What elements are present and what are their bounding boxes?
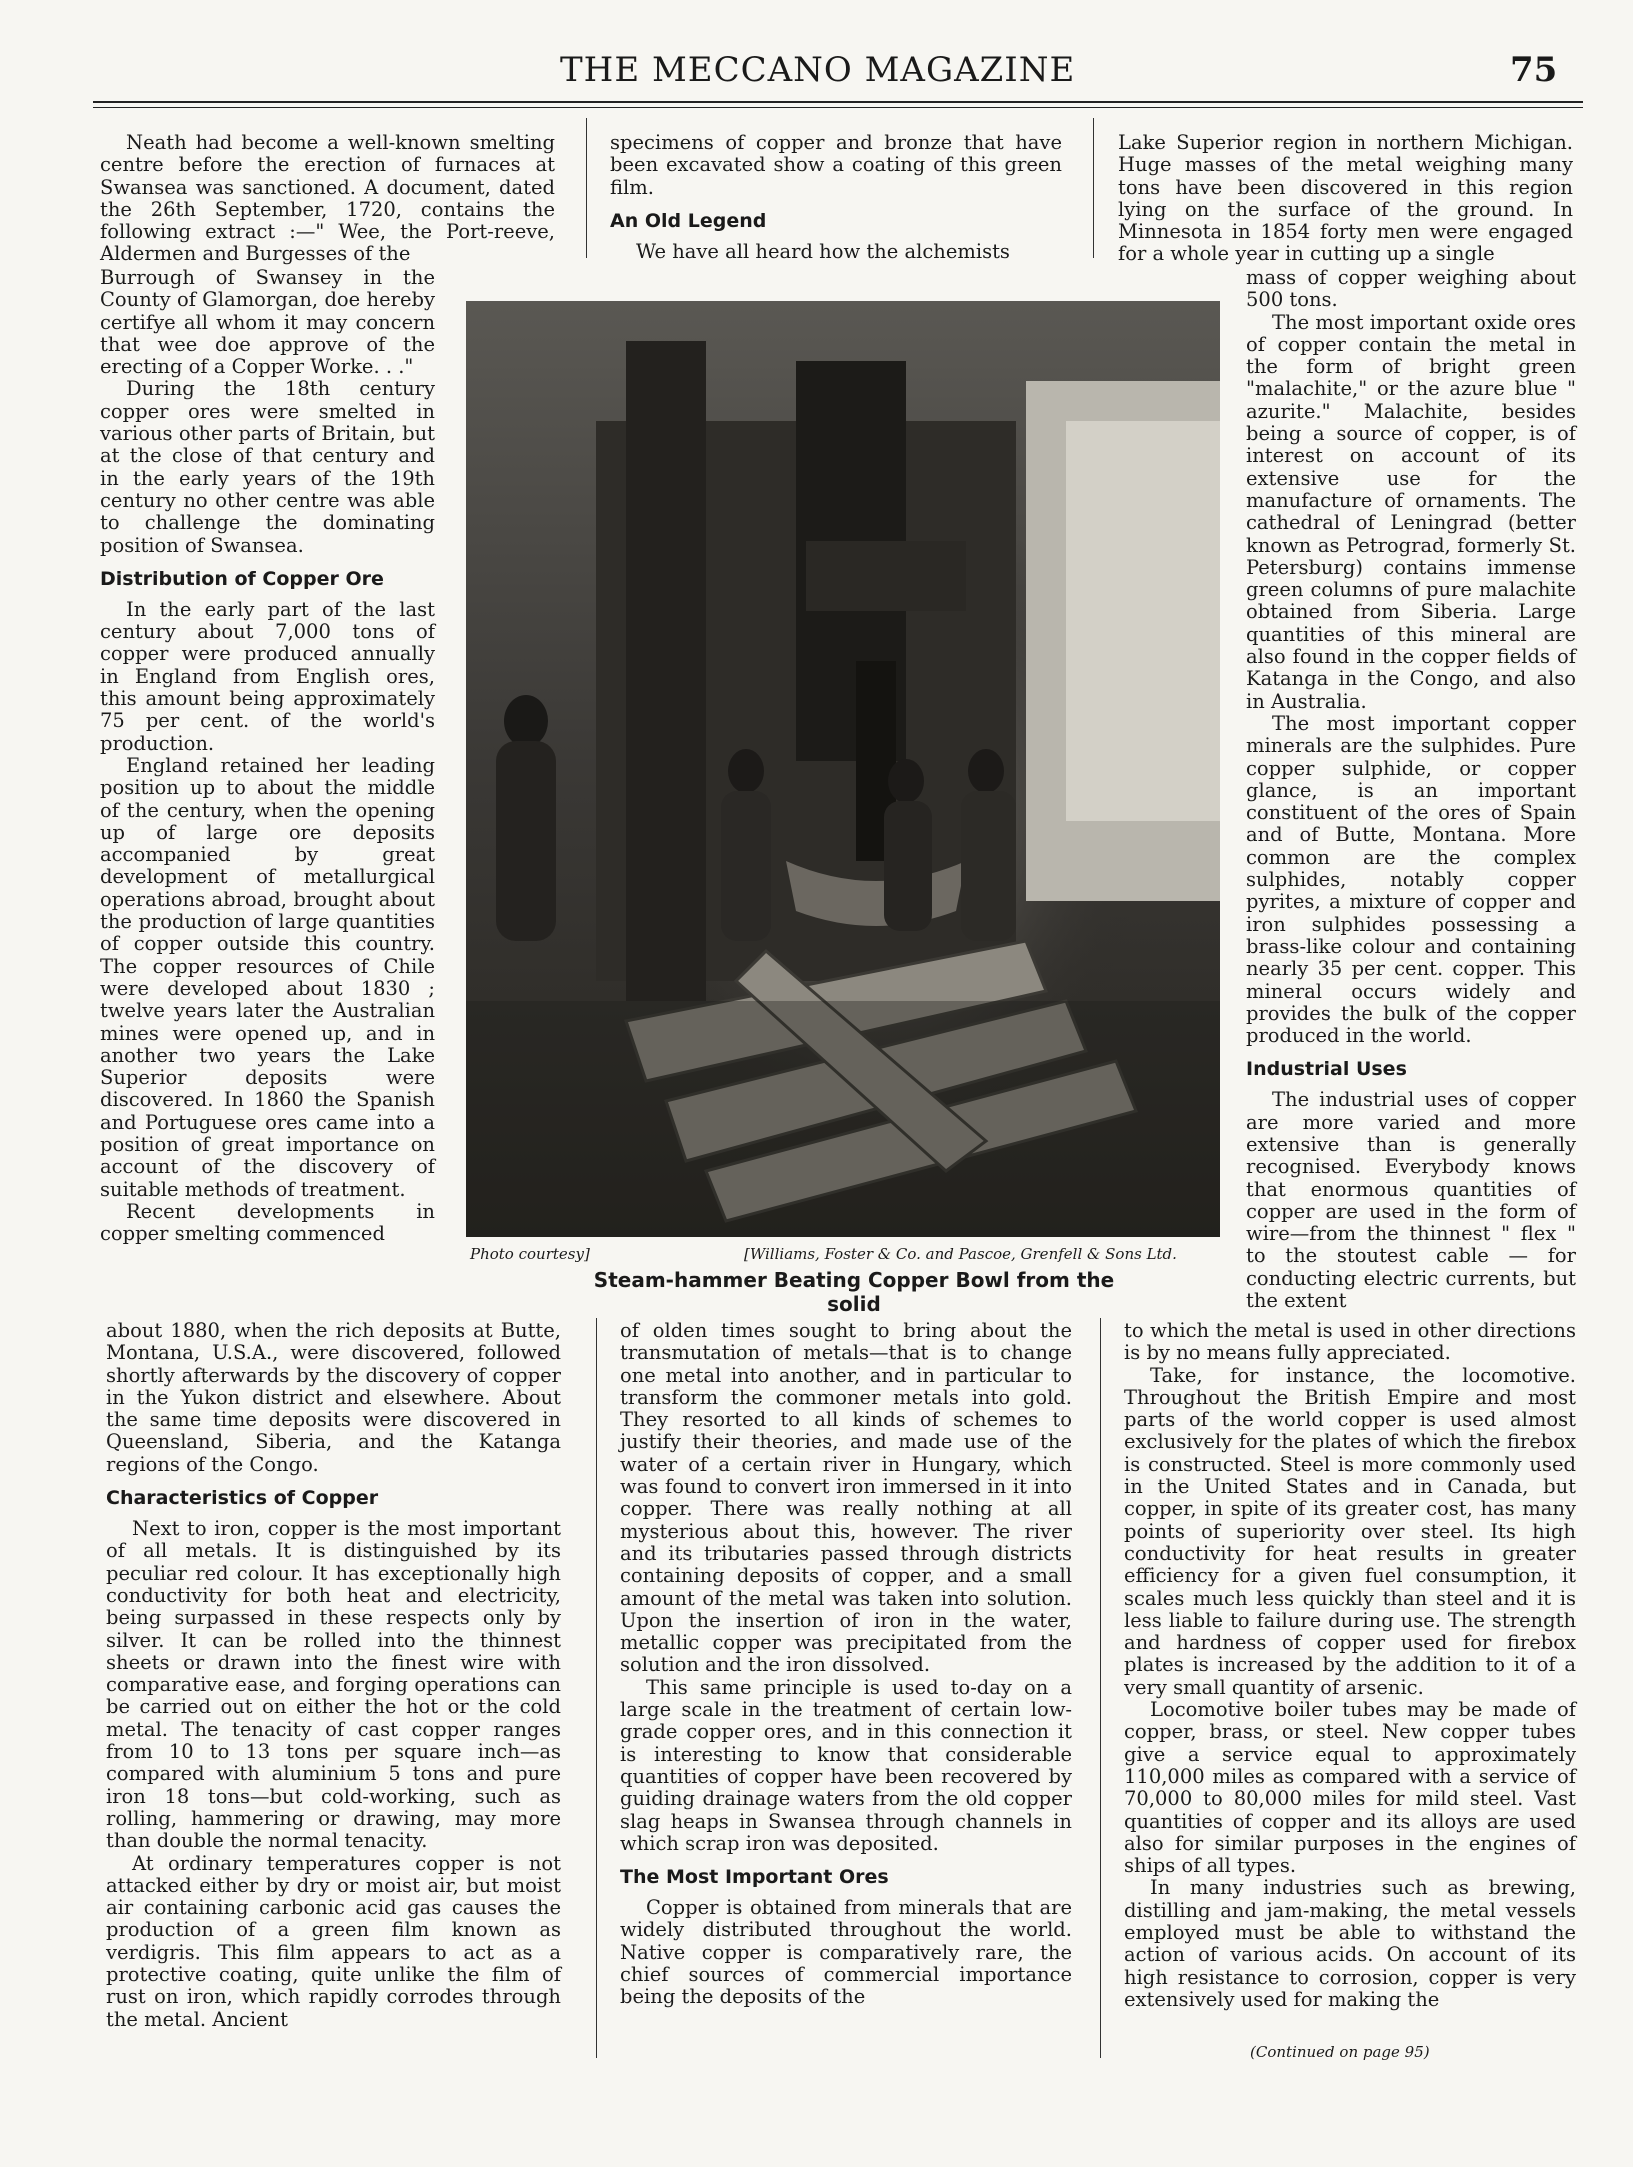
- col1-lower: [106, 1320, 561, 2031]
- header-rule: [93, 101, 1583, 103]
- col3-lower: [1124, 1320, 1576, 2011]
- paragraph: Next to iron, copper is the most important of all metals. It is distinguished by its peculiar red colour. It has exceptionally high conductivity for both heat and electricity, being surpassed in these respects only by silver. It can be rolled into the thinnest sheets or drawn into the finest wire with comparative ease, and forging operations can be carried out on either the hot or the cold metal. The tenacity of cast copper ranges from 10 to 13 tons per square inch—as compared with aluminium 5 tons and pure iron 18 tons—but cold-working, such as rolling, hammering or drawing, may more than double the normal tenacity.: [106, 1517, 561, 1853]
- section-heading-ores: The Most Important Ores: [620, 1866, 889, 1889]
- paragraph: Neath had become a well-known smelting centre before the erection of furnaces at Swansea was sanctioned. A document, dated the 26th September, 1720, contains the following extract :—" Wee, the Port-reeve, Aldermen and Burgesses of the: [100, 131, 555, 266]
- paragraph: During the 18th century copper ores were smelted in various other parts of Britain, but at the close of that century and in the early years of the 19th century no other centre was able to challenge the dominating position of Swansea.: [100, 377, 435, 557]
- paragraph: The industrial uses of copper are more varied and more extensive than is generally recognised. Everybody knows that enormous quantities of copper are used in the form of wire—from the thinnest " flex " to the stoutest cable — for conducting electric currents, but the extent: [1246, 1088, 1576, 1313]
- section-heading-legend: An Old Legend: [610, 209, 767, 232]
- paragraph: Locomotive boiler tubes may be made of copper, brass, or steel. New copper tubes give a service equal to approximately 110,000 miles as compared with a service of 70,000 to 80,000 miles for mild steel. Vast quantities of copper and its alloys are used also for similar purposes in the engines of ships of all types.: [1124, 1698, 1576, 1878]
- col3-narrow: [1246, 267, 1576, 1312]
- paragraph: The most important copper minerals are the sulphides. Pure copper sulphide, or copper glance, is an important constituent of the ores of Spain and of Butte, Montana. More common are the complex sulphides, notably copper pyrites, a mixture of copper and iron sulphides possessing a brass-like colour and containing nearly 35 per cent. copper. This mineral occurs widely and provides the bulk of the copper produced in the world.: [1246, 711, 1576, 1048]
- paragraph: Copper is obtained from minerals that are widely distributed throughout the world. Native copper is comparatively rare, the chief sources of commercial importance being the deposits of the: [620, 1896, 1072, 2009]
- col2-top: [610, 132, 1062, 263]
- photo-illustration: [466, 301, 1220, 1237]
- section-heading-industrial: Industrial Uses: [1246, 1058, 1407, 1081]
- photo-credit-right: [Williams, Foster & Co. and Pascoe, Grenfell & Sons Ltd.: [744, 1245, 1177, 1263]
- paragraph: In many industries such as brewing, distilling and jam-making, the metal vessels employed must be able to withstand the action of various acids. On account of its high resistance to corrosion, copper is very extensively used for making the: [1124, 1876, 1576, 2011]
- paragraph: The most important oxide ores of copper contain the metal in the form of bright green "malachite," or the azure blue " azurite." Malachite, besides being a source of copper, is of interest on account of its extensive use for the manufacture of ornaments. The cathedral of Leningrad (better known as Petrograd, formerly St. Petersburg) contains immense green columns of pure malachite obtained from Siberia. Large quantities of this mineral are also found in the copper fields of Katanga in the Congo, and also in Australia.: [1246, 310, 1576, 713]
- paragraph: mass of copper weighing about 500 tons.: [1246, 266, 1576, 312]
- paragraph: specimens of copper and bronze that have been excavated show a coating of this green film.: [610, 131, 1062, 199]
- header-rule-thin: [93, 107, 1583, 108]
- paragraph: England retained her leading position up to about the middle of the century, when the opening up of large ore deposits accompanied by great development of metallurgical operations abroad, brought about the production of large quantities of copper outside this country. The copper resources of Chile were developed about 1830 ; twelve years later the Australian mines were opened up, and in another two years the Lake Superior deposits were discovered. In 1860 the Spanish and Portuguese ores came into a position of great importance on account of the discovery of suitable methods of treatment.: [100, 753, 435, 1201]
- paragraph: At ordinary temperatures copper is not attacked either by dry or moist air, but moist air containing carbonic acid gas causes the production of a green film known as verdigris. This film appears to act as a protective coating, quite unlike the film of rust on iron, which rapidly corrodes through the metal. Ancient: [106, 1851, 561, 2031]
- magazine-title: THE MECCANO MAGAZINE: [560, 50, 1076, 90]
- photo-caption: Steam-hammer Beating Copper Bowl from the solid: [593, 1268, 1115, 1316]
- column-rule: [586, 118, 587, 258]
- paragraph: Burrough of Swansey in the County of Glamorgan, doe hereby certifye all whom it may concern that wee doe approve of the erecting of a Copper Worke. . .": [100, 266, 435, 379]
- section-heading-characteristics: Characteristics of Copper: [106, 1487, 379, 1510]
- steam-hammer-photo: [466, 301, 1220, 1237]
- column-rule: [596, 1318, 597, 2058]
- paragraph: Take, for instance, the locomotive. Throughout the British Empire and most parts of the world copper is used almost exclusively for the plates of which the firebox is constructed. Steel is more commonly used in the United States and in Canada, but copper, in spite of its greater cost, has many points of superiority over steel. Its high conductivity for heat results in greater efficiency for a given fuel consumption, it scales much less quickly than steel and it is less liable to failure during use. The strength and hardness of copper used for firebox plates is increased by the addition to it of a very small quantity of arsenic.: [1124, 1363, 1576, 1699]
- paragraph: In the early part of the last century about 7,000 tons of copper were produced annually in England from English ores, this amount being approximately 75 per cent. of the world's production.: [100, 597, 435, 755]
- paragraph: of olden times sought to bring about the transmutation of metals—that is to change one metal into another, and in particular to transform the commoner metals into gold. They resorted to all kinds of schemes to justify their theories, and made use of the water of a certain river in Hungary, which was found to convert iron immersed in it into copper. There was really nothing at all mysterious about this, however. The river and its tributaries passed through districts containing deposits of copper, and a small amount of the metal was taken into solution. Upon the insertion of iron in the water, metallic copper was precipitated from the solution and the iron dissolved.: [620, 1319, 1072, 1677]
- paragraph: This same principle is used to-day on a large scale in the treatment of certain low-grade copper ores, and in this connection it is interesting to know that considerable quantities of copper have been recovered by guiding drainage waters from the old copper slag heaps in Swansea through channels in which scrap iron was deposited.: [620, 1675, 1072, 1855]
- paragraph: Recent developments in copper smelting commenced: [100, 1199, 435, 1246]
- paragraph: We have all heard how the alchemists: [636, 239, 1010, 263]
- page-number: 75: [1510, 50, 1558, 90]
- column-rule: [1093, 118, 1094, 258]
- photo-credit-left: Photo courtesy]: [470, 1245, 590, 1263]
- col2-bottom: [620, 1320, 1072, 2009]
- col1-narrow: [100, 267, 435, 1245]
- section-heading-distribution: Distribution of Copper Ore: [100, 567, 384, 590]
- paragraph: about 1880, when the rich deposits at Butte, Montana, U.S.A., were discovered, followed shortly afterwards by the discovery of copper in the Yukon district and elsewhere. About the same time deposits were discovered in Queensland, Siberia, and the Katanga regions of the Congo.: [106, 1319, 561, 1476]
- paragraph: to which the metal is used in other directions is by no means fully appreciated.: [1124, 1319, 1576, 1365]
- col3-top: [1118, 132, 1573, 266]
- continued-note: (Continued on page 95): [1250, 2043, 1430, 2061]
- col1-intro: [100, 132, 555, 266]
- paragraph: Lake Superior region in northern Michigan. Huge masses of the metal weighing many tons have been discovered in this region lying on the surface of the ground. In Minnesota in 1854 forty men were engaged for a whole year in cutting up a single: [1118, 131, 1573, 266]
- column-rule: [1100, 1318, 1101, 2058]
